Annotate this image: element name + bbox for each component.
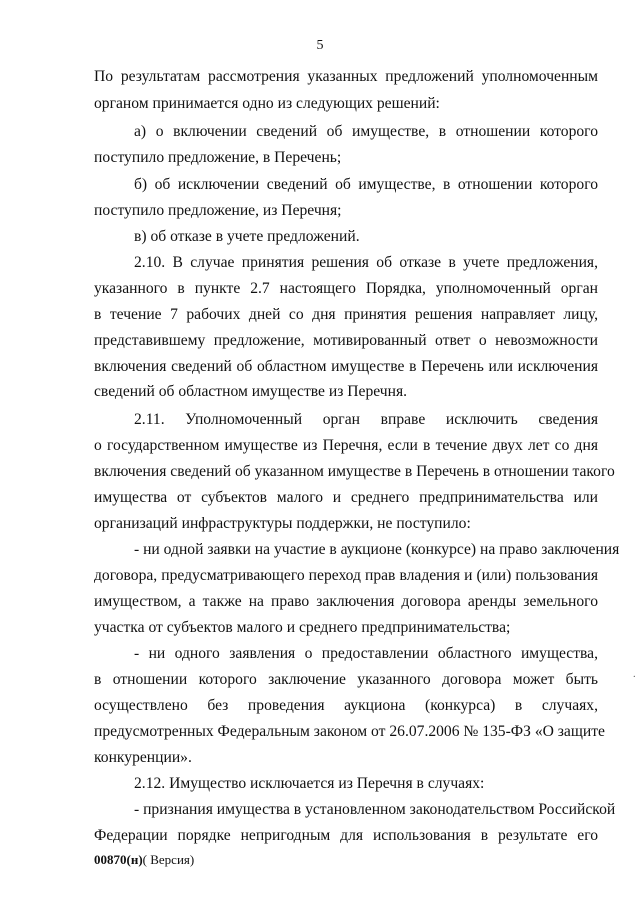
text-line: в течение 7 рабочих дней со дня принятия решения направляет лицу,: [94, 306, 598, 323]
text-line: имущества от субъектов малого и среднего предпринимательства или: [94, 489, 598, 506]
text-line: - признания имущества в установленном законодательством Российской: [134, 801, 616, 818]
text-line: 2.11. Уполномоченный орган вправе исключить сведения: [134, 411, 598, 428]
text-line: а) о включении сведений об имуществе, в отношении которого: [134, 123, 598, 140]
text-line: включения сведений об областном имуществе в Перечень или исключения: [94, 358, 598, 375]
text-line: указанного в пункте 2.7 настоящего Порядка, уполномоченный орган: [94, 280, 598, 297]
text-line: б) об исключении сведений об имуществе, в отношении которого: [134, 176, 598, 193]
document-code: 00870(н): [94, 852, 143, 867]
text-line: 2.10. В случае принятия решения об отказе в учете предложения,: [134, 254, 598, 271]
text-line: поступило предложение, в Перечень;: [94, 149, 342, 166]
page-number: 5: [316, 38, 324, 53]
text-line: - ни одного заявления о предоставлении областного имущества,: [134, 645, 598, 662]
document-footer: [94, 852, 194, 868]
text-line: органом принимается одно из следующих решений:: [94, 95, 440, 112]
text-line: организаций инфраструктуры поддержки, не поступило:: [94, 515, 471, 532]
text-line: поступило предложение, из Перечня;: [94, 202, 342, 219]
text-line: Федерации порядке непригодным для использования в результате его: [94, 827, 598, 844]
text-line: По результатам рассмотрения указанных предложений уполномоченным: [94, 68, 598, 85]
text-line: - ни одной заявки на участие в аукционе (конкурсе) на право заключения: [134, 541, 620, 558]
text-line: имуществом, а также на право заключения договора аренды земельного: [94, 593, 598, 610]
text-line: в) об отказе в учете предложений.: [134, 228, 360, 245]
text-line: 2.12. Имущество исключается из Перечня в случаях:: [134, 775, 485, 792]
text-line: осуществлено без проведения аукциона (конкурса) в случаях,: [94, 697, 598, 714]
margin-mark: ·: [632, 672, 636, 683]
text-line: о государственном имуществе из Перечня, если в течение двух лет со дня: [94, 437, 598, 454]
document-version: ( Версия): [142, 852, 195, 867]
text-line: участка от субъектов малого и среднего предпринимательства;: [94, 619, 511, 636]
text-line: конкуренции».: [94, 749, 192, 766]
text-line: договора, предусматривающего переход прав владения и (или) пользования: [94, 567, 598, 584]
text-line: сведений об областном имуществе из Перечня.: [94, 383, 408, 400]
text-line: в отношении которого заключение указанного договора может быть: [94, 671, 598, 688]
text-line: предусмотренных Федеральным законом от 26.07.2006 № 135-ФЗ «О защите: [94, 723, 605, 740]
text-line: включения сведений об указанном имуществе в Перечень в отношении такого: [94, 463, 615, 480]
text-line: представившему предложение, мотивированный ответ о невозможности: [94, 332, 598, 349]
